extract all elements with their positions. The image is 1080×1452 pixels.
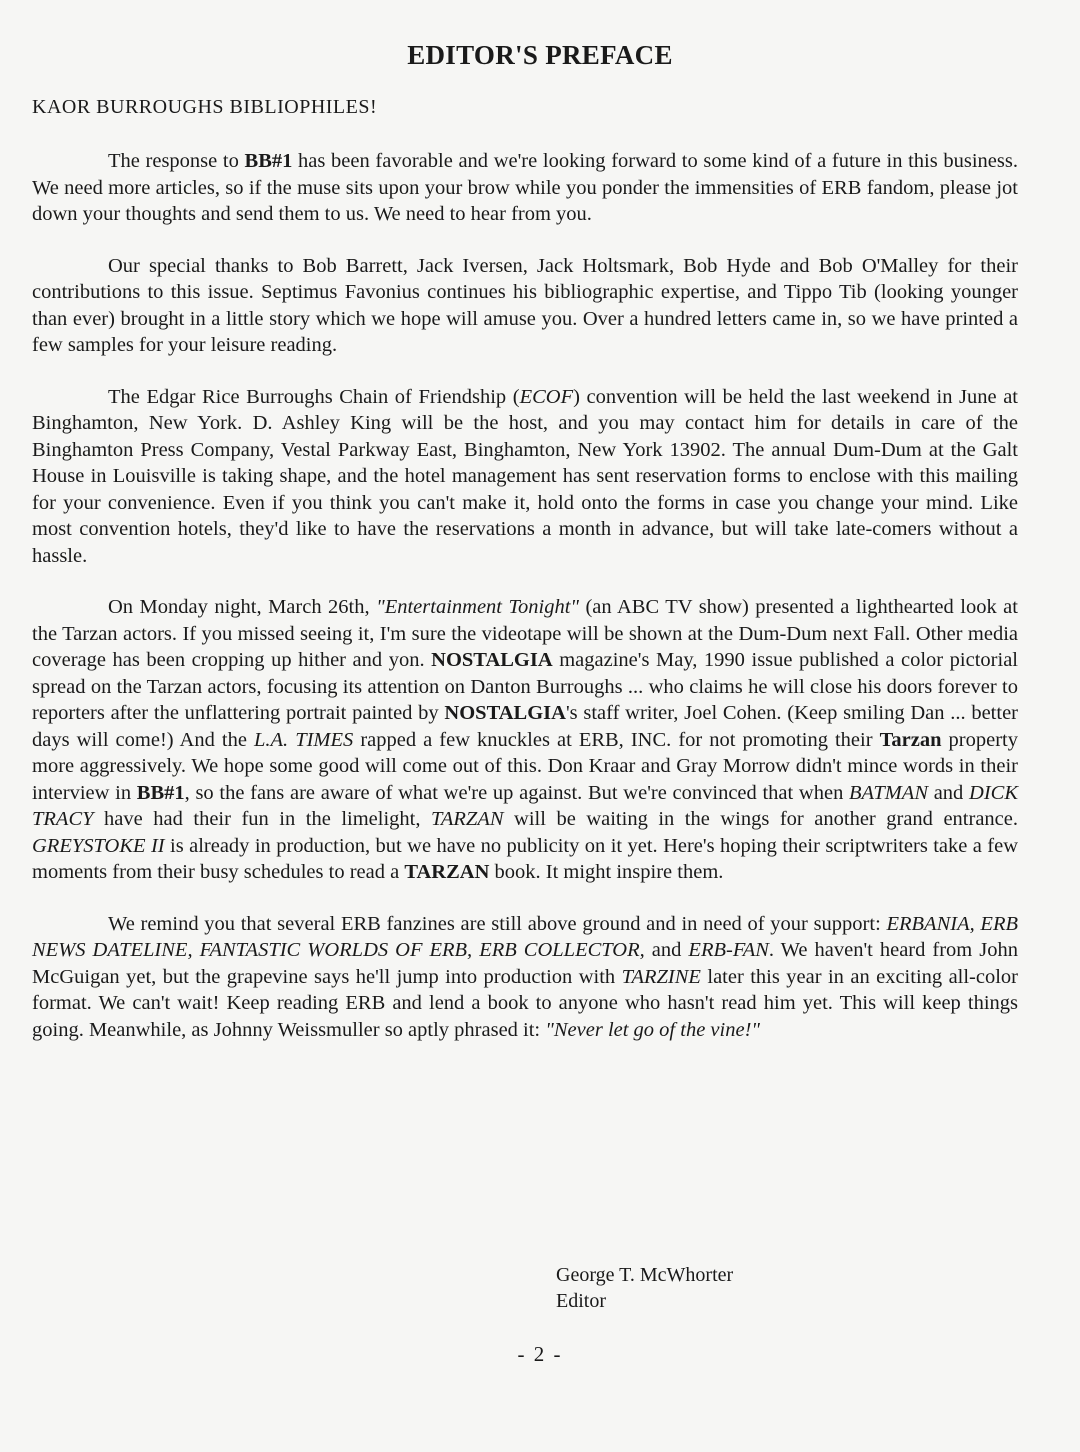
text-run: ) convention will be held the last weekend in June at Binghamton, New York. D. Ashley King will be the host, and you may contact him for details in care of the Binghamton Press Company, Vestal Parkway East, Binghamton, New York 13902. The annual Dum-Dum at the Galt House in Louisville is taking shape, and the hotel management has sent reservation forms to enclose with this mailing for your convenience. Even if you think you can't make it, hold onto the forms in case you change your mind. Like most convention hotels, they'd like to have the reservations a month in advance, but will take late-comers without a hassle. xyxy=(32,385,1018,567)
text-run: and xyxy=(644,939,689,961)
text-run: On Monday night, March 26th, xyxy=(108,596,377,618)
paragraph xyxy=(32,148,1018,228)
italic-text: GREYSTOKE II xyxy=(32,834,165,857)
text-run: book. It might inspire them. xyxy=(489,861,724,883)
text-run: The Edgar Rice Burroughs Chain of Friendship ( xyxy=(108,385,520,408)
body-text xyxy=(32,148,1018,1068)
italic-text: BATMAN xyxy=(849,781,928,804)
paragraph xyxy=(32,911,1018,1044)
text-run: is already in production, but we have no publicity on it yet. Here's hoping their scriptwriters take a few moments from their busy schedules to read a xyxy=(32,834,1019,883)
bold-text: BB#1 xyxy=(244,150,293,172)
text-run: rapped a few knuckles at ERB, INC. for not promoting their xyxy=(353,728,880,751)
signature-role: Editor xyxy=(556,1290,606,1312)
bold-text: TARZAN xyxy=(404,861,490,883)
italic-text: L.A. TIMES xyxy=(253,728,354,751)
text-run: Our special thanks to Bob Barrett, Jack Iversen, Jack Holtsmark, Bob Hyde and Bob O'Malley for their contributions to this issue. Septimus Favonius continues his bibliographic expertise, and Tippo Tib (looking younger than ever) brought in a little story which we hope will amuse you. Over a hundred letters came in, so we have printed a few samples for your leisure reading. xyxy=(32,254,1018,356)
italic-text: ERBANIA, ERB NEWS DATELINE, FANTASTIC WORLDS OF ERB, ERB COLLECTOR, xyxy=(32,912,1018,961)
italic-text: TARZAN xyxy=(431,808,504,830)
text-run: will be waiting in the wings for another grand entrance. xyxy=(503,808,1018,830)
text-run: magazine's May, 1990 issue published a color pictorial spread on the Tarzan actors, focusing its attention on Danton Burroughs ... who claims he will close his doors forever to reporters after the unflattering portrait painted by xyxy=(32,649,1018,724)
text-run: (an ABC TV show) presented a lighthearted look at the Tarzan actors. If you missed seeing it, I'm sure the videotape will be shown at the Dum-Dum next Fall. Other media coverage has been cropping up hither and yon. xyxy=(32,596,1018,671)
text-run: property more aggressively. We hope some good will come out of this. Don Kraar and Gray Morrow didn't mince words in their interview in xyxy=(32,728,1018,804)
text-run: 's staff writer, Joel Cohen. (Keep smiling Dan ... better days will come!) And the xyxy=(32,702,1018,751)
bold-text: Tarzan xyxy=(879,728,942,751)
text-run: has been favorable and we're looking forward to some kind of a future in this business. We need more articles, so if the muse sits upon your brow while you ponder the immensities of ERB fandom, please jot down your thoughts and send them to us. We need to hear from you. xyxy=(32,150,1018,225)
text-run: later this year in an exciting all-color format. We can't wait! Keep reading ERB and lend a book to anyone who hasn't read him yet. This will keep things going. Meanwhile, as Johnny Weissmuller so aptly phrased it: xyxy=(32,965,1019,1041)
bold-text: BB#1 xyxy=(136,781,185,804)
page-title: EDITOR'S PREFACE xyxy=(407,40,673,70)
salutation: KAOR BURROUGHS BIBLIOPHILES! xyxy=(32,96,378,118)
paragraph xyxy=(32,253,1018,359)
paragraph xyxy=(32,594,1018,886)
signature-name: George T. McWhorter xyxy=(556,1264,734,1286)
italic-text: "Entertainment Tonight" xyxy=(376,596,579,618)
italic-text: "Never let go of the vine!" xyxy=(545,1018,761,1041)
text-run: The response to xyxy=(108,150,245,172)
page-number: - 2 - xyxy=(517,1342,563,1366)
signature-block xyxy=(556,1262,733,1314)
italic-text: ERB-FAN xyxy=(688,939,769,961)
bold-text: NOSTALGIA xyxy=(444,702,566,724)
italic-text: ECOF xyxy=(519,385,574,408)
text-run: We remind you that several ERB fanzines are still above ground and in need of your support: xyxy=(108,912,887,935)
text-run: and xyxy=(928,781,970,804)
paragraph xyxy=(32,384,1018,570)
text-run: , so the fans are aware of what we're up against. But we're convinced that when xyxy=(184,781,850,804)
text-run: have had their fun in the limelight, xyxy=(93,808,431,830)
text-run: . We haven't heard from John McGuigan yet, but the grapevine says he'll jump into production with xyxy=(32,939,1019,988)
italic-text: DICK TRACY xyxy=(32,781,1018,830)
italic-text: TARZINE xyxy=(621,965,701,988)
bold-text: NOSTALGIA xyxy=(431,649,553,671)
